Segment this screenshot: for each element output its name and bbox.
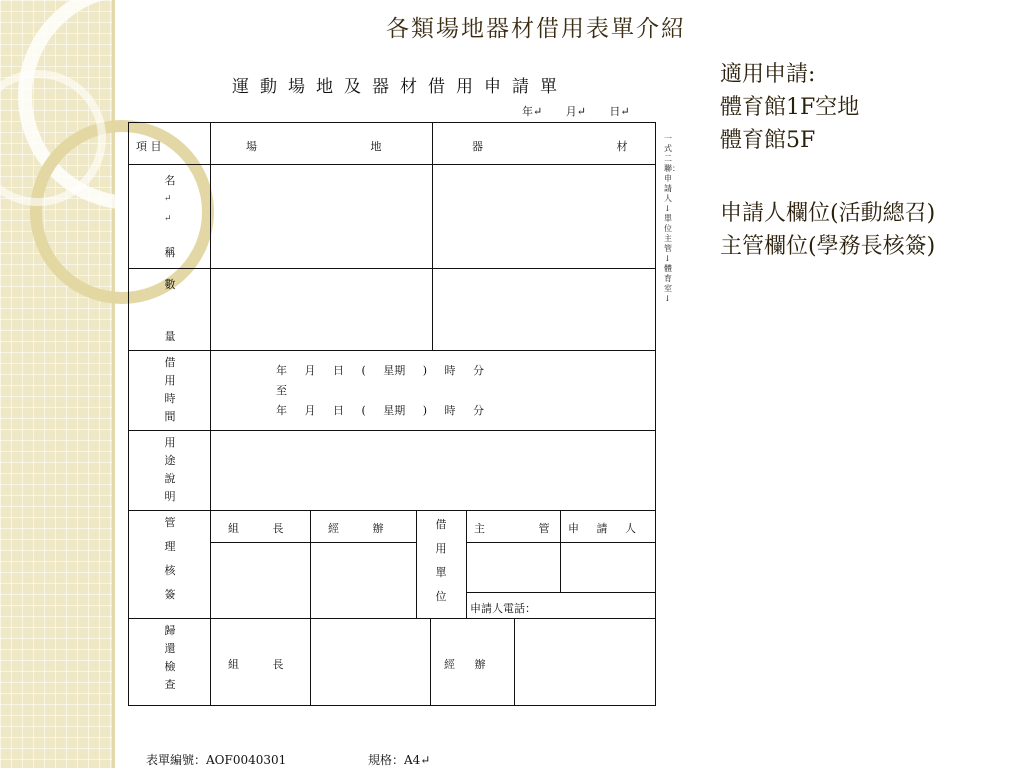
cell-divider [210, 542, 416, 543]
column-divider [466, 510, 467, 618]
bullet-item: 適用申請: [720, 62, 816, 87]
time-end-line: 年 月 日 ( 星期 ) 時 分 [276, 404, 485, 417]
applicant-phone-label: 申請人電話： [470, 602, 536, 615]
bullet-item: 申請人欄位(活動總召) [720, 201, 936, 226]
column-divider [560, 510, 561, 592]
row-divider [128, 164, 656, 165]
column-divider [416, 510, 417, 618]
row-label-name-bottom: 稱 [164, 246, 176, 259]
row-label-time-2: 用 [164, 374, 176, 387]
row-label-return-2: 還 [164, 642, 176, 655]
column-divider [210, 122, 211, 706]
header-equipment-label: 器 材 [472, 140, 628, 153]
mgmt-handler-label: 經 辦 [328, 522, 384, 535]
row-label-mgmt-1: 管 [164, 516, 176, 529]
form-title: 運動場地及器材借用申請單 [232, 77, 568, 97]
row-divider [128, 430, 656, 431]
return-mark: ↵ [164, 194, 172, 204]
header-item-label: 項 目 [136, 140, 162, 153]
slide-title: 各類場地器材借用表單介紹 [386, 16, 686, 42]
return-mark: ↵ [164, 214, 172, 224]
cell-divider [466, 542, 656, 543]
row-divider [128, 510, 656, 511]
bullet-item: 體育館1F空地 [720, 95, 860, 120]
form-number: 表單編號：AOF0040301 [146, 753, 287, 767]
row-label-mgmt-2: 理 [164, 540, 176, 553]
row-label-quantity-top: 數 [164, 278, 176, 291]
time-start-line: 年 月 日 ( 星期 ) 時 分 [276, 364, 485, 377]
row-label-time-4: 間 [164, 410, 176, 423]
column-divider [310, 618, 311, 706]
row-label-purpose-1: 用 [164, 436, 176, 449]
mgmt-applicant-label: 申 請 人 [568, 522, 636, 535]
row-label-time-3: 時 [164, 392, 176, 405]
bullet-gap [720, 157, 1020, 197]
bullet-list [720, 58, 1020, 263]
header-venue-label: 場 地 [246, 140, 382, 153]
form-date-line: 年↵ 月↵ 日↵ [522, 105, 630, 118]
row-label-return-3: 檢 [164, 660, 176, 673]
application-form-table [128, 122, 656, 706]
time-to-label: 至 [276, 384, 287, 397]
row-label-mgmt-4: 簽 [164, 588, 176, 601]
return-group-leader-label: 組 長 [228, 658, 284, 671]
row-label-time-1: 借 [164, 356, 176, 369]
form-side-note: 一式二聯：申請人↓單位主管↓體育室↓ [664, 134, 680, 303]
row-label-return-1: 歸 [164, 624, 176, 637]
borrow-unit-3: 單 [435, 566, 447, 579]
row-label-quantity-bottom: 量 [164, 330, 176, 343]
bullet-item: 主管欄位(學務長核簽) [720, 234, 936, 259]
bullet-item: 體育館5F [720, 128, 816, 153]
return-handler-label: 經 辦 [444, 658, 486, 671]
mgmt-group-leader-label: 組 長 [228, 522, 284, 535]
column-divider [514, 618, 515, 706]
mgmt-supervisor-label: 主 管 [474, 522, 550, 535]
form-spec: 規格：A4↵ [368, 753, 431, 767]
row-label-purpose-4: 明 [164, 490, 176, 503]
row-divider [128, 268, 656, 269]
row-label-purpose-2: 途 [164, 454, 176, 467]
row-label-purpose-3: 說 [164, 472, 176, 485]
borrow-unit-1: 借 [435, 518, 447, 531]
row-label-mgmt-3: 核 [164, 564, 176, 577]
borrow-unit-4: 位 [435, 590, 447, 603]
cell-divider [466, 592, 656, 593]
row-divider [128, 350, 656, 351]
row-divider [128, 618, 656, 619]
row-label-name-top: 名 [164, 174, 176, 187]
row-label-return-4: 查 [164, 678, 176, 691]
borrow-unit-2: 用 [435, 542, 447, 555]
column-divider [310, 510, 311, 618]
column-divider [432, 122, 433, 350]
column-divider [430, 618, 431, 706]
